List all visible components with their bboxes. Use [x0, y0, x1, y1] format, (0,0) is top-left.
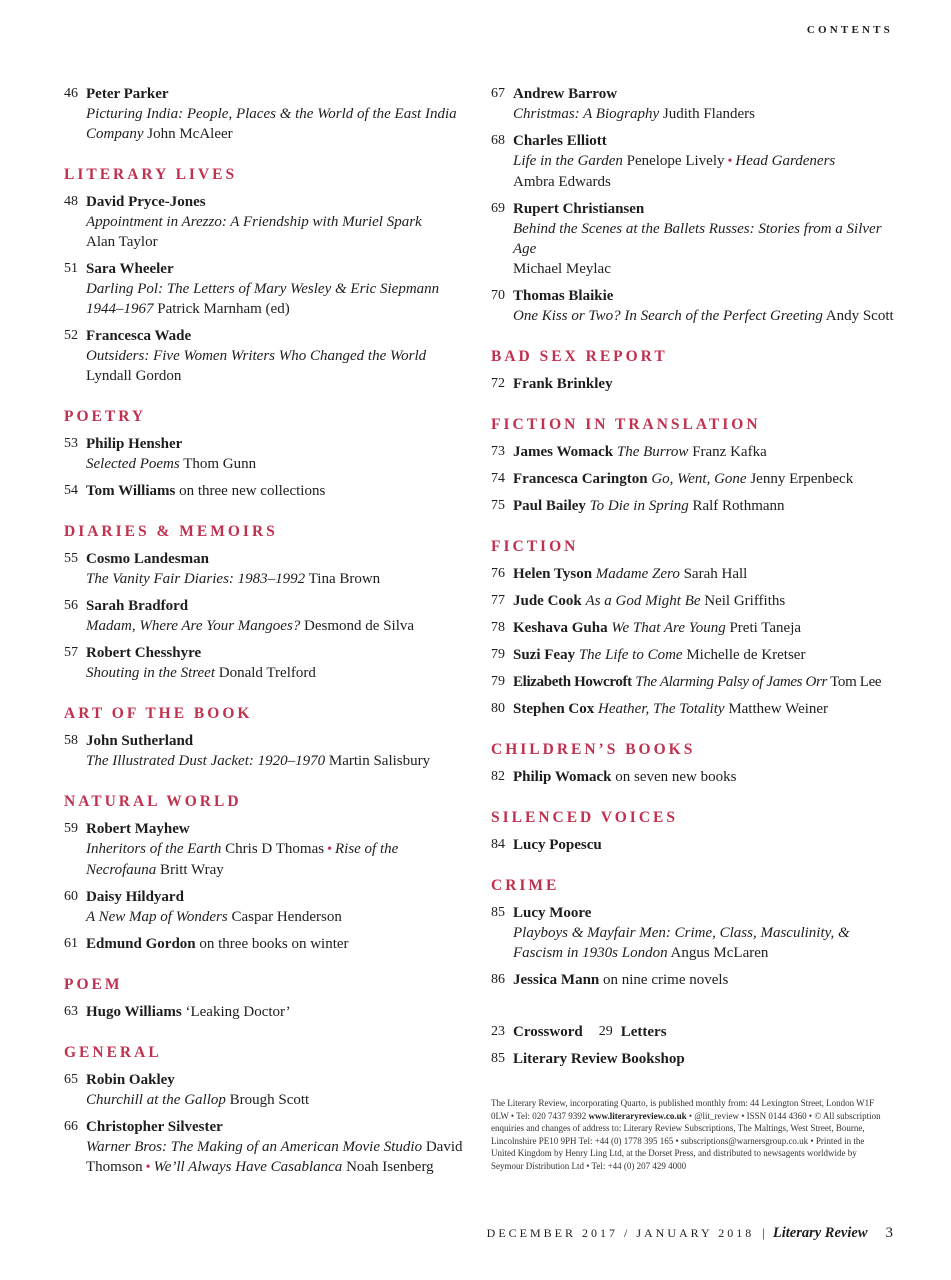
book-title: The Life to Come — [578, 647, 683, 663]
section-heading: FICTION IN TRANSLATION — [491, 416, 761, 433]
reviewer-name: Robert Chesshyre — [86, 645, 202, 661]
book-title: Inheritors of the Earth — [86, 841, 222, 857]
crossword-link[interactable]: Crossword — [513, 1024, 583, 1040]
contents-entry[interactable] — [64, 192, 464, 252]
book-title: Christmas: A Biography — [513, 106, 660, 122]
contents-entry[interactable] — [64, 819, 464, 880]
book-title: Life in the Garden — [513, 153, 623, 169]
section-heading: DIARIES & MEMOIRS — [64, 523, 278, 540]
entry-body — [513, 564, 901, 584]
author-text: on three books on winter — [195, 936, 349, 952]
author-text: Brough Scott — [225, 1092, 310, 1108]
author-text: Angus McLaren — [667, 945, 769, 961]
page-number: 74 — [491, 471, 505, 486]
contents-entry[interactable] — [491, 374, 901, 394]
misc-row-bookshop — [491, 1049, 901, 1069]
entry-body — [513, 131, 901, 192]
entry-body — [513, 591, 901, 611]
page-number: 72 — [491, 376, 505, 391]
reviewer-name: Sarah Bradford — [86, 598, 189, 614]
entry-body — [86, 1002, 464, 1022]
author-text: Tom Lee — [827, 674, 882, 690]
contents-entry[interactable] — [64, 1070, 464, 1110]
contents-entry[interactable] — [64, 731, 464, 771]
book-title: The Burrow — [616, 444, 689, 460]
reviewer-name: Francesca Wade — [86, 328, 192, 344]
section-heading: CRIME — [491, 877, 560, 894]
contents-entry[interactable] — [491, 469, 901, 489]
reviewer-name: Jessica Mann — [513, 972, 600, 988]
contents-entry[interactable] — [64, 934, 464, 954]
entry-body — [513, 442, 901, 462]
section-heading: FICTION — [491, 538, 579, 555]
imprint-part1: The Literary Review, incorporating Quarto, is published monthly from: 44 Lexington Street, London W1F 0LW • Tel: 020 7437 9392 — [491, 1098, 875, 1121]
author-text: Caspar Henderson — [227, 909, 342, 925]
entry-body — [513, 84, 901, 124]
right-sections — [491, 348, 901, 990]
contents-entry[interactable] — [64, 1002, 464, 1022]
reviewer-name: Cosmo Landesman — [86, 551, 209, 567]
page-number-footer: 3 — [885, 1225, 893, 1241]
book-title: The Vanity Fair Diaries: 1983–1992 — [86, 571, 306, 587]
page-number: 29 — [598, 1024, 613, 1039]
book-title: Selected Poems — [86, 456, 180, 472]
author-text: ‘Leaking Doctor’ — [181, 1004, 291, 1020]
section-heading: POEM — [64, 976, 123, 993]
page-number: 84 — [491, 837, 505, 852]
page-number: 73 — [491, 444, 505, 459]
book-title: Go, Went, Gone — [651, 471, 747, 487]
right-column — [491, 84, 901, 1172]
reviewer-name: Charles Elliott — [513, 133, 607, 149]
contents-entry[interactable] — [64, 1117, 464, 1178]
author-text: Sarah Hall — [679, 566, 748, 582]
reviewer-name: Tom Williams — [86, 483, 176, 499]
entry-body — [513, 672, 901, 692]
author-text: Thom Gunn — [179, 456, 257, 472]
entry-body — [513, 286, 901, 326]
contents-entry[interactable] — [491, 131, 901, 192]
imprint-text — [491, 1097, 891, 1172]
contents-entry[interactable] — [64, 259, 464, 319]
section-heading: CHILDREN’S BOOKS — [491, 741, 696, 758]
page-number: 82 — [491, 769, 505, 784]
book-title: Picturing India: People, Places & the World of the East India Company — [86, 106, 457, 142]
reviewer-name: Daisy Hildyard — [86, 889, 184, 905]
book-title: Madam, Where Are Your Mangoes? — [86, 618, 301, 634]
page-number: 70 — [491, 288, 505, 303]
contents-entry[interactable] — [64, 549, 464, 589]
entry-body — [86, 819, 464, 880]
page-number: 66 — [64, 1119, 78, 1134]
entry-body — [86, 887, 464, 927]
reviewer-name: Andrew Barrow — [513, 86, 618, 102]
author-text: Desmond de Silva — [300, 618, 415, 634]
author-text: on seven new books — [611, 769, 737, 785]
page-number: 69 — [491, 201, 505, 216]
page-number: 46 — [64, 86, 78, 101]
book-title: One Kiss or Two? In Search of the Perfect Greeting — [513, 308, 823, 324]
section-heading: GENERAL — [64, 1044, 162, 1061]
page-number: 56 — [64, 598, 78, 613]
page-number: 80 — [491, 701, 505, 716]
page-number: 60 — [64, 889, 78, 904]
letters-link[interactable]: Letters — [620, 1024, 667, 1040]
contents-entry[interactable] — [491, 591, 901, 611]
entry-body — [86, 1117, 464, 1178]
entry-body — [86, 1070, 464, 1110]
contents-entry[interactable] — [64, 481, 464, 501]
book-title: The Alarming Palsy of James Orr — [635, 674, 828, 690]
book-title: The Illustrated Dust Jacket: 1920–1970 — [86, 753, 326, 769]
bookshop-link[interactable]: Literary Review Bookshop — [513, 1051, 685, 1067]
author-text: Franz Kafka — [688, 444, 767, 460]
contents-entry[interactable] — [64, 326, 464, 386]
reviewer-name: Elizabeth Howcroft — [513, 674, 632, 690]
entry-body — [86, 934, 464, 954]
page-number: 55 — [64, 551, 78, 566]
reviewer-name: James Womack — [513, 444, 614, 460]
book-title: Appointment in Arezzo: A Friendship with Muriel Spark — [86, 214, 422, 230]
page-footer — [487, 1225, 893, 1242]
section-heading: BAD SEX REPORT — [491, 348, 668, 365]
entry-body — [86, 731, 464, 771]
contents-entry[interactable] — [491, 699, 901, 719]
author-text: on three new collections — [175, 483, 326, 499]
reviewer-name: Francesca Carington — [513, 471, 648, 487]
entry-body — [86, 259, 464, 319]
book-title: Heather, The Totality — [598, 701, 725, 717]
reviewer-name: Sara Wheeler — [86, 261, 174, 277]
reviewer-name: Frank Brinkley — [513, 376, 613, 392]
entry-body — [86, 326, 464, 386]
reviewer-name: Christopher Silvester — [86, 1119, 223, 1135]
left-sections — [64, 166, 464, 1178]
page-number: 75 — [491, 498, 505, 513]
author-text: Neil Griffiths — [700, 593, 786, 609]
entry-body — [513, 903, 901, 963]
book-title: We’ll Always Have Casablanca — [153, 1159, 343, 1175]
book-title: Madame Zero — [595, 566, 680, 582]
entry-body — [513, 469, 901, 489]
page-number: 54 — [64, 483, 78, 498]
author-text: on nine crime novels — [599, 972, 729, 988]
page-number: 51 — [64, 261, 78, 276]
author-text: Patrick Marnham (ed) — [153, 301, 290, 317]
book-title: As a God Might Be — [585, 593, 701, 609]
author-text: Donald Trelford — [215, 665, 316, 681]
contents-entry[interactable] — [491, 672, 901, 692]
reviewer-name: Suzi Feay — [513, 647, 576, 663]
reviewer-name: Hugo Williams — [86, 1004, 182, 1020]
reviewer-name: Philip Hensher — [86, 436, 183, 452]
entry-body — [513, 374, 901, 394]
section-heading: SILENCED VOICES — [491, 809, 678, 826]
book-title: Rise of the Necrofauna — [86, 841, 399, 878]
author-text: Tina Brown — [305, 571, 381, 587]
section-heading: ART OF THE BOOK — [64, 705, 253, 722]
author-text: Andy Scott — [822, 308, 894, 324]
author-text: Alan Taylor — [86, 234, 158, 250]
contents-entry[interactable] — [491, 618, 901, 638]
page-number: 57 — [64, 645, 78, 660]
contents-entry[interactable] — [64, 887, 464, 927]
page-number: 58 — [64, 733, 78, 748]
reviewer-name: Keshava Guha — [513, 620, 608, 636]
book-title: Behind the Scenes at the Ballets Russes: Stories from a Silver Age — [513, 221, 882, 257]
misc-links — [491, 1022, 901, 1069]
book-title: Head Gardeners — [735, 153, 836, 169]
contents-entry[interactable] — [64, 434, 464, 474]
contents-entry[interactable] — [491, 767, 901, 787]
reviewer-name: Jude Cook — [513, 593, 582, 609]
page-number: 67 — [491, 86, 505, 101]
contents-entry[interactable] — [491, 645, 901, 665]
bullet-separator: • — [145, 1160, 151, 1175]
issue-date: DECEMBER 2017 / JANUARY 2018 — [486, 1226, 755, 1240]
author-text: Michelle de Kretser — [682, 647, 806, 663]
contents-entry[interactable] — [64, 643, 464, 683]
contents-entry[interactable] — [491, 286, 901, 326]
author-text: Noah Isenberg — [342, 1159, 434, 1175]
page-number: 79 — [491, 647, 505, 662]
author-text: Penelope Lively — [622, 153, 725, 169]
running-header: CONTENTS — [806, 24, 893, 36]
page-number: 52 — [64, 328, 78, 343]
page-number: 48 — [64, 194, 78, 209]
page-number: 61 — [64, 936, 78, 951]
author-text: Ralf Rothmann — [688, 498, 785, 514]
entry-body — [513, 496, 901, 516]
book-title: Churchill at the Gallop — [86, 1092, 226, 1108]
magazine-title: Literary Review — [772, 1225, 868, 1241]
section-heading: NATURAL WORLD — [64, 793, 242, 810]
contents-entry[interactable] — [491, 564, 901, 584]
reviewer-name: Helen Tyson — [513, 566, 593, 582]
contents-entry[interactable] — [64, 84, 464, 144]
author-text: Chris D Thomas — [221, 841, 325, 857]
footer-separator: | — [762, 1225, 765, 1240]
author-text: Ambra Edwards — [513, 174, 611, 190]
contents-entry[interactable] — [491, 970, 901, 990]
reviewer-name: Paul Bailey — [513, 498, 586, 514]
page-number: 23 — [491, 1024, 505, 1039]
entry-body — [513, 767, 901, 787]
book-title: Shouting in the Street — [86, 665, 216, 681]
author-text: John McAleer — [143, 126, 233, 142]
reviewer-name: Peter Parker — [86, 86, 169, 102]
book-title: To Die in Spring — [589, 498, 689, 514]
book-title: We That Are Young — [611, 620, 726, 636]
contents-entry[interactable] — [491, 442, 901, 462]
entry-body — [86, 192, 464, 252]
page-number: 86 — [491, 972, 505, 987]
entry-body — [513, 645, 901, 665]
entry-body — [86, 596, 464, 636]
entry-body — [86, 481, 464, 501]
page-number: 68 — [491, 133, 505, 148]
reviewer-name: Edmund Gordon — [86, 936, 196, 952]
author-text: Michael Meylac — [513, 261, 611, 277]
page-number: 65 — [64, 1072, 78, 1087]
author-text: Jenny Erpenbeck — [746, 471, 854, 487]
reviewer-name: Robin Oakley — [86, 1072, 175, 1088]
book-title: Outsiders: Five Women Writers Who Changed the World — [86, 348, 427, 364]
entry-body — [513, 699, 901, 719]
contents-entry[interactable] — [64, 596, 464, 636]
section-heading: POETRY — [64, 408, 147, 425]
misc-row-crossword-letters — [491, 1022, 901, 1042]
page-number: 59 — [64, 821, 78, 836]
entry-body — [513, 970, 901, 990]
reviewer-name: Thomas Blaikie — [513, 288, 614, 304]
reviewer-name: Stephen Cox — [513, 701, 595, 717]
reviewer-name: Robert Mayhew — [86, 821, 190, 837]
contents-entry[interactable] — [491, 835, 901, 855]
author-text: Lyndall Gordon — [86, 368, 182, 384]
contents-entry[interactable] — [491, 84, 901, 124]
entry-body — [513, 618, 901, 638]
reviewer-name: Philip Womack — [513, 769, 612, 785]
entry-body — [86, 549, 464, 589]
reviewer-name: Lucy Moore — [513, 905, 592, 921]
book-title: Darling Pol: The Letters of Mary Wesley & Eric Siepmann 1944–1967 — [86, 281, 440, 317]
bullet-separator: • — [727, 154, 733, 169]
entry-body — [86, 84, 464, 144]
entry-body — [86, 434, 464, 474]
left-top-entries — [64, 84, 464, 144]
section-heading: LITERARY LIVES — [64, 166, 238, 183]
book-title: A New Map of Wonders — [86, 909, 228, 925]
page-number: 53 — [64, 436, 78, 451]
contents-entry[interactable] — [491, 903, 901, 963]
imprint-part2: • @lit_review • ISSN 0144 4360 • © All subscription enquiries and changes of address to: Literary Review Subscriptions, The Maltings, West Street, Bourne, Lincolnshire PE10 9PH Tel: +44 (0) 1778 395 165 • subscriptions@warnersgroup.co.uk • Printed in the United Kingdom by Henry Ling Ltd, at the Dorset Press, and distributed to newsagents worldwide by Seymour Distribution Ltd • Tel: +44 (0) 207 429 4000 — [491, 1110, 881, 1171]
contents-entry[interactable] — [491, 496, 901, 516]
author-text: Preti Taneja — [725, 620, 802, 636]
bullet-separator: • — [327, 842, 332, 857]
reviewer-name: Rupert Christiansen — [513, 201, 645, 217]
page-number: 76 — [491, 566, 505, 581]
page-number: 63 — [64, 1004, 78, 1019]
page-number: 79 — [491, 674, 505, 689]
book-title: Playboys & Mayfair Men: Crime, Class, Masculinity, & Fascism in 1930s London — [513, 925, 850, 961]
page-number: 78 — [491, 620, 505, 635]
author-text: Britt Wray — [156, 862, 224, 878]
page-number: 85 — [491, 1051, 505, 1066]
author-text: Martin Salisbury — [325, 753, 431, 769]
author-text: Matthew Weiner — [724, 701, 829, 717]
entry-body — [513, 199, 901, 279]
entry-body — [513, 835, 901, 855]
page-number: 85 — [491, 905, 505, 920]
author-text: David Thomson — [86, 1139, 463, 1175]
contents-entry[interactable] — [491, 199, 901, 279]
book-title: Warner Bros: The Making of an American Movie Studio — [86, 1139, 423, 1155]
author-text: Judith Flanders — [659, 106, 755, 122]
reviewer-name: John Sutherland — [86, 733, 194, 749]
left-column — [64, 84, 464, 1185]
reviewer-name: Lucy Popescu — [513, 837, 602, 853]
right-top-entries — [491, 84, 901, 326]
website-link[interactable]: www.literaryreview.co.uk — [588, 1110, 687, 1121]
page-number: 77 — [491, 593, 505, 608]
reviewer-name: David Pryce-Jones — [86, 194, 206, 210]
entry-body — [86, 643, 464, 683]
